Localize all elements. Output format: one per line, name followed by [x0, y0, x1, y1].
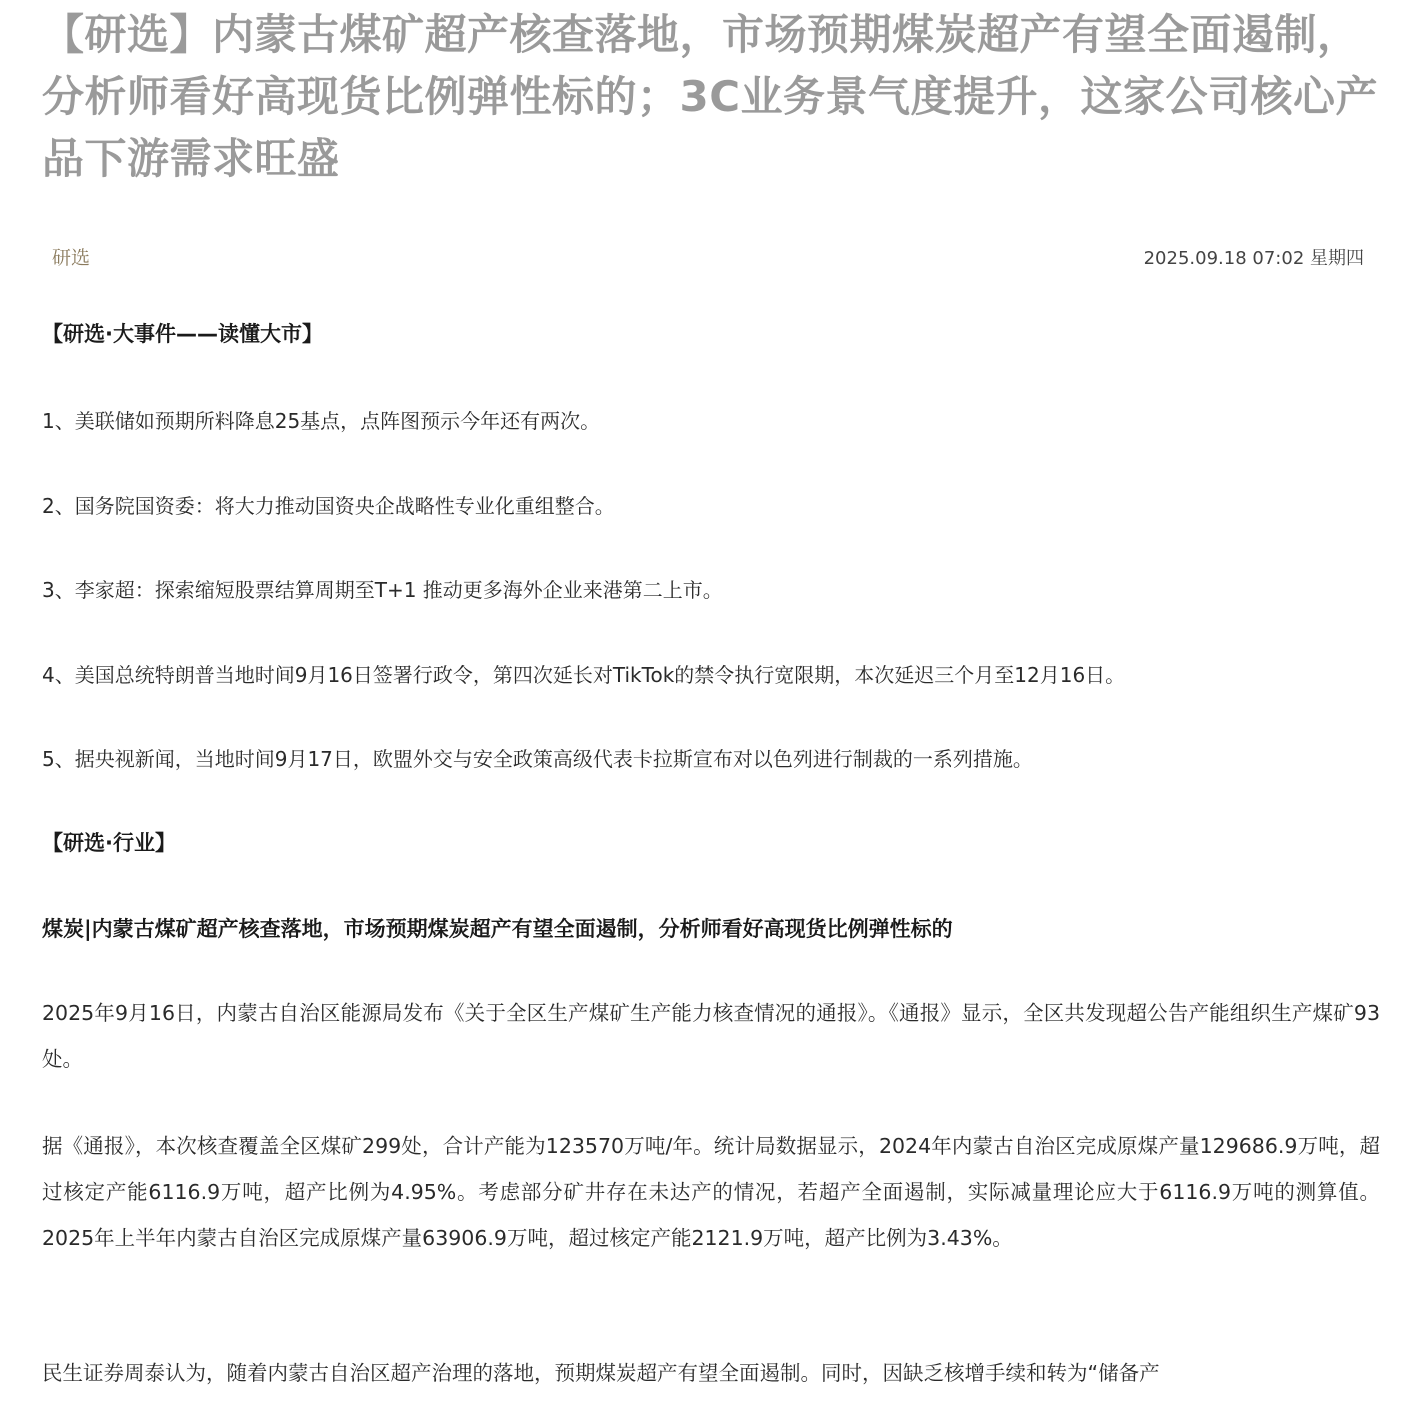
news-item: 4、美国总统特朗普当地时间9月16日签署行政令，第四次延长对TikTok的禁令执行宽限期，本次延迟三个月至12月16日。: [42, 663, 1126, 687]
news-item: 1、美联储如预期所料降息25基点，点阵图预示今年还有两次。: [42, 409, 601, 433]
news-item: 5、据央视新闻，当地时间9月17日，欧盟外交与安全政策高级代表卡拉斯宣布对以色列进行制裁的一系列措施。: [42, 747, 1033, 771]
news-item: 3、李家超：探索缩短股票结算周期至T+1 推动更多海外企业来港第二上市。: [42, 578, 723, 602]
section-title-industry: 【研选·行业】: [42, 831, 176, 855]
news-item: 2、国务院国资委：将大力推动国资央企战略性专业化重组整合。: [42, 494, 615, 518]
publish-datetime: 2025.09.18 07:02 星期四: [1143, 248, 1364, 269]
body-paragraph: 据《通报》，本次核查覆盖全区煤矿299处，合计产能为123570万吨/年。统计局数据显示，2024年内蒙古自治区完成原煤产量129686.9万吨，超过核定产能6116.9万吨，超产比例为4.95%。考虑部分矿井存在未达产的情况，若超产全面遏制，实际减量理论应大于6116.9万吨的测算值。2025年上半年内蒙古自治区完成原煤产量63906.9万吨，超过核定产能2121.9万吨，超产比例为3.43%。: [42, 1134, 1380, 1250]
article-source[interactable]: 研选: [52, 247, 91, 269]
article-title: 【研选】内蒙古煤矿超产核查落地，市场预期煤炭超产有望全面遏制，分析师看好高现货比例弹性标的；3C业务景气度提升，这家公司核心产品下游需求旺盛: [42, 10, 1379, 183]
body-paragraph: 2025年9月16日，内蒙古自治区能源局发布《关于全区生产煤矿生产能力核查情况的通报》。《通报》显示，全区共发现超公告产能组织生产煤矿93处。: [42, 1001, 1380, 1071]
industry-headline: 煤炭|内蒙古煤矿超产核查落地，市场预期煤炭超产有望全面遏制，分析师看好高现货比例弹性标的: [42, 917, 953, 941]
section-title-events: 【研选·大事件——读懂大市】: [42, 322, 323, 346]
body-paragraph: 民生证券周泰认为，随着内蒙古自治区超产治理的落地，预期煤炭超产有望全面遏制。同时，因缺乏核增手续和转为“储备产: [42, 1361, 1160, 1385]
